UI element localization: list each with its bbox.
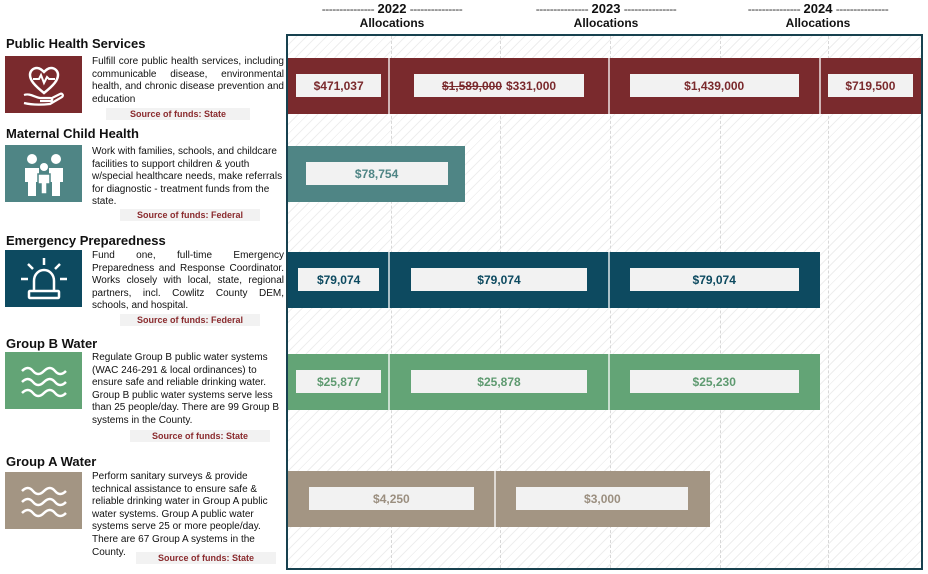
value-text: $25,878 [477, 374, 521, 389]
water-waves-icon [5, 472, 82, 529]
value-text: $25,230 [692, 374, 736, 389]
struck-value-label: $1,589,000 [441, 78, 502, 93]
value-text: $4,250 [373, 491, 410, 506]
allocation-value-label [516, 487, 688, 510]
value-text: $78,754 [354, 166, 399, 181]
segment-divider [388, 354, 390, 410]
program-title-group-b-water: Group B Water [6, 336, 98, 351]
value-text: $3,000 [584, 491, 621, 506]
segment-divider [608, 354, 610, 410]
segment-divider [388, 58, 390, 114]
value-text: $719,500 [845, 78, 896, 93]
year-header-2023: --------------- 2023 --------------- Allocations [500, 2, 712, 30]
segment-divider [608, 252, 610, 308]
allocation-value-label [630, 268, 799, 291]
year-label: 2023 [591, 1, 621, 16]
allocation-value-label [298, 268, 379, 291]
value-text: $25,877 [316, 374, 361, 389]
allocation-value-label [411, 268, 587, 291]
allocation-chart [286, 34, 923, 570]
program-title-emergency-preparedness: Emergency Preparedness [6, 233, 166, 248]
source-of-funds: Source of funds: State [130, 430, 270, 442]
family-icon [5, 145, 82, 202]
water-waves-icon [5, 352, 82, 409]
allocation-value-label [828, 74, 913, 97]
value-text: $79,074 [316, 272, 361, 287]
program-description: Work with families, schools, and childcare facilities to support children & youth w/special healthcare needs, make referrals for diagnostic - treatment funds from the state. [92, 146, 283, 208]
allocation-value-label [630, 370, 799, 393]
program-description: Fulfill core public health services, including communicable disease, environmental health, and chronic disease prevention and education [92, 56, 284, 105]
value-text: $79,074 [692, 272, 736, 287]
year-label: 2022 [377, 1, 407, 16]
segment-divider [494, 471, 496, 527]
value-text: $1,439,000 [684, 78, 745, 93]
source-of-funds: Source of funds: State [136, 552, 276, 564]
allocations-label: Allocations [785, 16, 851, 30]
allocation-value-label [309, 487, 474, 510]
year-header-2024: --------------- 2024 --------------- Allocations [712, 2, 924, 30]
value-text: $79,074 [477, 272, 521, 287]
heart-hand-icon [5, 56, 82, 113]
allocations-label: Allocations [359, 16, 425, 30]
segment-divider [608, 58, 610, 114]
allocation-value-label [414, 74, 584, 97]
program-title-public-health: Public Health Services [6, 36, 146, 51]
allocation-value-label [411, 370, 587, 393]
source-of-funds: Source of funds: State [106, 108, 250, 120]
segment-divider [819, 58, 821, 114]
year-header-2022: --------------- 2022 --------------- Allocations [286, 2, 498, 30]
program-description: Fund one, full-time Emergency Preparedness and Response Coordinator. Works closely with local, state, regional partners, incl. Cowlitz County DEM, schools, and hospital. [92, 250, 284, 312]
value-text: $471,037 [313, 78, 364, 93]
segment-divider [388, 252, 390, 308]
value-text: $331,000 [506, 78, 557, 93]
source-of-funds: Source of funds: Federal [120, 209, 260, 221]
alarm-light-icon [5, 250, 82, 307]
program-title-maternal-child: Maternal Child Health [6, 126, 139, 141]
year-label: 2024 [803, 1, 833, 16]
allocation-value-label [296, 370, 381, 393]
gridline [828, 36, 829, 568]
program-description: Regulate Group B public water systems (WAC 246-291 & local ordinances) to ensure safe and reliable drinking water. Group B public water systems serve less than 25 people/day. There are 99 Group B systems in the County. [92, 352, 279, 426]
allocations-label: Allocations [573, 16, 639, 30]
allocation-value-label [306, 162, 448, 185]
program-title-group-a-water: Group A Water [6, 454, 97, 469]
program-description: Perform sanitary surveys & provide technical assistance to ensure safe & reliable drinking water in Group A public water systems. Group A public water systems serve 25 or more people/day. There are 67 Group A systems in the County. [92, 471, 268, 558]
source-of-funds: Source of funds: Federal [120, 314, 260, 326]
allocation-value-label [296, 74, 381, 97]
allocation-value-label [630, 74, 799, 97]
